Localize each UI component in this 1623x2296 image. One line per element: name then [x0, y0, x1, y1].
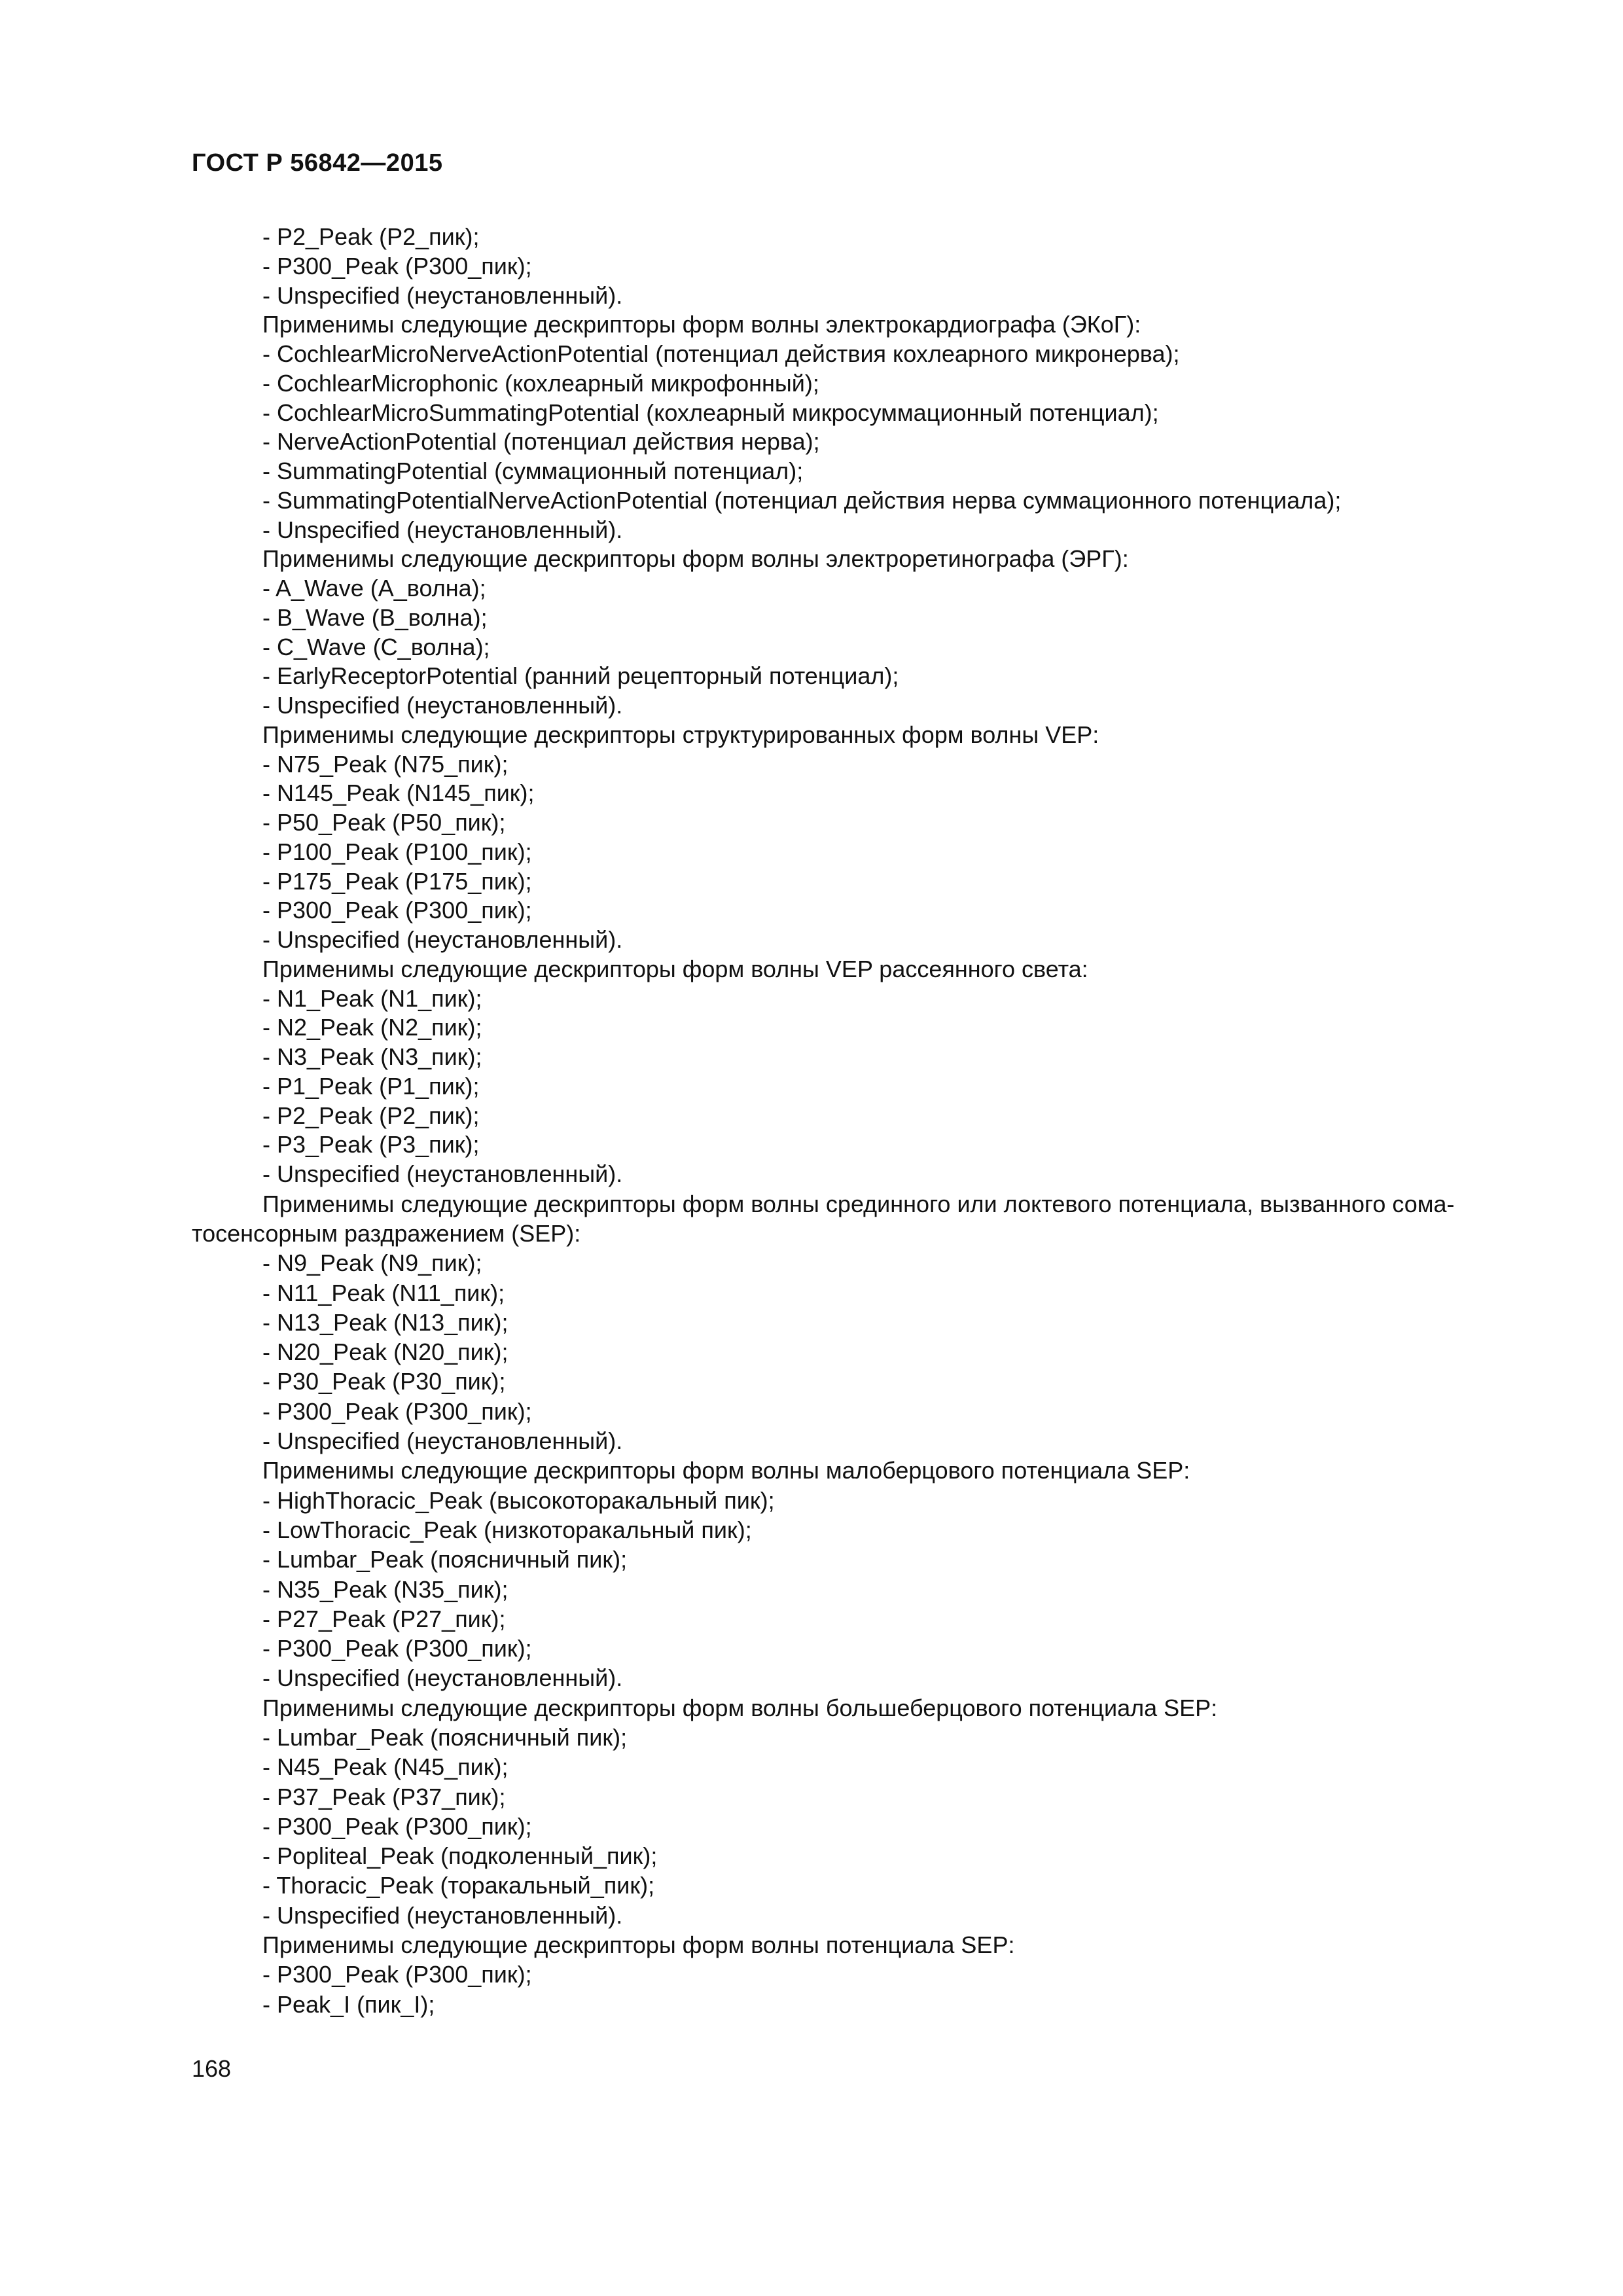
text-line: - P37_Peak (P37_пик); [262, 1783, 506, 1810]
text-line: - P27_Peak (P27_пик); [262, 1605, 506, 1632]
text-line: - Unspecified (неустановленный). [262, 926, 623, 953]
text-line: - N13_Peak (N13_пик); [262, 1308, 508, 1336]
text-line: Применимы следующие дескрипторы структурированных форм волны VEP: [262, 721, 1099, 748]
text-line: - Lumbar_Peak (поясничный пик); [262, 1546, 628, 1573]
text-line: Применимы следующие дескрипторы форм волны электрокардиографа (ЭКоГ): [262, 311, 1141, 338]
text-line: - P1_Peak (P1_пик); [262, 1072, 480, 1100]
text-line: - EarlyReceptorPotential (ранний рецепторный потенциал); [262, 662, 899, 690]
text-line: Применимы следующие дескрипторы форм волны VEP рассеянного света: [262, 955, 1088, 982]
text-line: - N3_Peak (N3_пик); [262, 1043, 482, 1070]
text-line: - CochlearMicroSummatingPotential (кохлеарный микросуммационный потенциал); [262, 399, 1159, 426]
text-line: - Popliteal_Peak (подколенный_пик); [262, 1842, 658, 1870]
text-line: - B_Wave (B_волна); [262, 603, 488, 631]
sep-paragraph-second-line: тосенсорным раздражением (SEP): [192, 1219, 581, 1247]
text-line: Применимы следующие дескрипторы форм волны большеберцового потенциала SEP: [262, 1694, 1218, 1721]
standard-designation: ГОСТ Р 56842—2015 [192, 149, 443, 177]
text-line: - N9_Peak (N9_пик); [262, 1249, 482, 1277]
descriptor-list-part-2 [192, 1248, 1514, 2019]
text-line: - P300_Peak (P300_пик); [262, 1635, 532, 1662]
text-line: - P3_Peak (P3_пик); [262, 1131, 480, 1158]
text-line: - NerveActionPotential (потенциал действия нерва); [262, 428, 820, 456]
text-line: - Lumbar_Peak (поясничный пик); [262, 1724, 628, 1751]
text-line: - N11_Peak (N11_пик); [262, 1279, 505, 1306]
text-line: - Unspecified (неустановленный). [262, 1901, 623, 1929]
text-line: - HighThoracic_Peak (высокоторакальный пик); [262, 1486, 775, 1514]
text-line: - Unspecified (неустановленный). [262, 692, 623, 719]
text-line: Применимы следующие дескрипторы форм волны малоберцового потенциала SEP: [262, 1457, 1190, 1484]
text-line: - Unspecified (неустановленный). [262, 1427, 623, 1455]
text-line: - P30_Peak (P30_пик); [262, 1368, 506, 1395]
text-line: Применимы следующие дескрипторы форм волны потенциала SEP: [262, 1931, 1015, 1959]
text-line: - A_Wave (A_волна); [262, 575, 486, 601]
text-line: - N2_Peak (N2_пик); [262, 1014, 482, 1041]
text-line: - N45_Peak (N45_пик); [262, 1753, 508, 1781]
text-line: - P175_Peak (P175_пик); [262, 867, 532, 895]
text-line: - P50_Peak (P50_пик); [262, 809, 506, 836]
text-line: - P300_Peak (P300_пик); [262, 897, 532, 924]
text-line: - P2_Peak (P2_пик); [262, 223, 480, 250]
text-line: - Unspecified (неустановленный). [262, 516, 623, 543]
text-line: - P2_Peak (P2_пик); [262, 1102, 480, 1129]
text-line: - P100_Peak (P100_пик); [262, 838, 532, 865]
descriptor-list-part-1 [192, 223, 1514, 1189]
text-line: - SummatingPotentialNerveActionPotential (потенциал действия нерва суммационного потенциала); [262, 486, 1342, 514]
text-line: - SummatingPotential (суммационный потенциал); [262, 457, 804, 484]
text-line: - Unspecified (неустановленный). [262, 1664, 623, 1692]
sep-paragraph-first-line: Применимы следующие дескрипторы форм волны срединного или локтевого потенциала, вызванного сома- [262, 1190, 1455, 1217]
text-line: - N35_Peak (N35_пик); [262, 1575, 508, 1603]
text-line: - Unspecified (неустановленный). [262, 1160, 623, 1187]
text-line: - Unspecified (неустановленный). [262, 281, 623, 309]
text-line: - N20_Peak (N20_пик); [262, 1338, 508, 1366]
text-line: - Thoracic_Peak (торакальный_пик); [262, 1872, 655, 1899]
text-line: - P300_Peak (P300_пик); [262, 1812, 532, 1840]
text-line: - P300_Peak (P300_пик); [262, 1961, 532, 1988]
text-line: - CochlearMicroNerveActionPotential (потенциал действия кохлеарного микронерва); [262, 340, 1180, 367]
page-number: 168 [192, 2055, 232, 2082]
text-line: - C_Wave (C_волна); [262, 633, 490, 660]
text-line: - Peak_I (пик_I); [262, 1990, 435, 2018]
text-line: - LowThoracic_Peak (низкоторакальный пик); [262, 1516, 752, 1543]
text-line: - N75_Peak (N75_пик); [262, 750, 508, 778]
text-line: Применимы следующие дескрипторы форм волны электроретинографа (ЭРГ): [262, 545, 1129, 573]
text-line: - N145_Peak (N145_пик); [262, 780, 535, 807]
text-line: - P300_Peak (P300_пик); [262, 1397, 532, 1425]
text-line: - N1_Peak (N1_пик); [262, 984, 482, 1012]
document-body [192, 223, 1514, 2019]
text-line: - P300_Peak (P300_пик); [262, 252, 532, 279]
text-line: - CochlearMicrophonic (кохлеарный микрофонный); [262, 369, 819, 397]
sep-paragraph [192, 1190, 1514, 1249]
